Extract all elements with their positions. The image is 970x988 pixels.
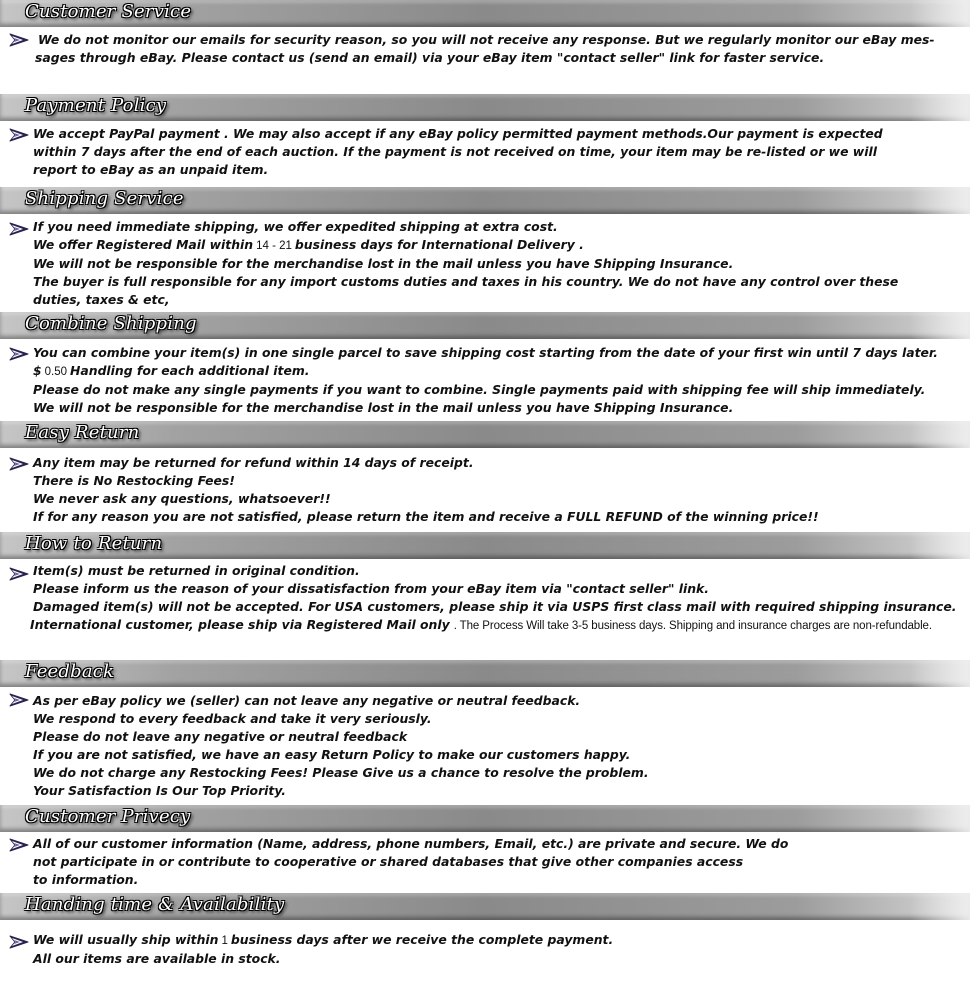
text-line: There is No Restocking Fees! [33, 473, 235, 488]
section-body [33, 125, 913, 179]
arrow-bullet-icon [9, 457, 29, 471]
text-line: We do not charge any Restocking Fees! Please Give us a chance to resolve the problem. [33, 765, 649, 780]
arrow-bullet-icon [9, 222, 29, 236]
text-line: not participate in or contribute to cooperative or shared databases that give other companies access [33, 854, 744, 869]
text-fragment: International customer, please ship via Registered Mail only [30, 617, 450, 632]
text-line: If for any reason you are not satisfied, please return the item and receive a FULL REFUND of the winning price!! [33, 509, 819, 524]
arrow-bullet-icon [9, 567, 29, 581]
return-process-note: . The Process Will take 3-5 business days. Shipping and insurance charges are non-refundable. [453, 620, 932, 632]
arrow-bullet-icon [9, 347, 29, 361]
section-body [30, 562, 957, 635]
text-line: Damaged item(s) will not be accepted. For USA customers, please ship it via USPS first class mail with required shipping insurance. [33, 599, 957, 614]
text-line: We will not be responsible for the merchandise lost in the mail unless you have Shipping Insurance. [33, 400, 734, 415]
text-line: All our items are available in stock. [33, 951, 281, 966]
section-heading: Customer Service [25, 1, 192, 22]
text-fragment: Handling for each additional item. [70, 363, 310, 378]
text-fragment: business days for International Delivery . [294, 237, 584, 252]
text-line: We will not be responsible for the merchandise lost in the mail unless you have Shipping Insurance. [33, 256, 734, 271]
section-heading: Easy Return [25, 422, 140, 443]
arrow-bullet-icon [9, 838, 29, 852]
text-line: Item(s) must be returned in original condition. [33, 563, 360, 578]
arrow-bullet-icon [9, 128, 29, 142]
section-heading: Payment Policy [25, 95, 167, 116]
text-line: to information. [33, 872, 139, 887]
section-body [33, 218, 923, 309]
section-header-bar [0, 660, 970, 687]
text-line: We respond to every feedback and take it very seriously. [33, 711, 432, 726]
handling-fee-value: 0.50 [44, 366, 68, 378]
section-body [33, 931, 934, 968]
text-line: sages through eBay. Please contact us (send an email) via your eBay item "contact seller" link for faster service. [35, 50, 825, 65]
text-line: Please do not make any single payments if you want to combine. Single payments paid with shipping fee will ship immediately. [33, 382, 926, 397]
text-paragraph: We accept PayPal payment . We may also accept if any eBay policy permitted payment methods.Our payment is expected within 7 days after the end of each auction. If the payment is not received on time, your item may be re-listed or we will report to eBay as an unpaid item. [33, 126, 883, 177]
arrow-bullet-icon [9, 693, 29, 707]
text-line [33, 236, 923, 255]
text-line: Any item may be returned for refund within 14 days of receipt. [33, 455, 474, 470]
text-line: Your Satisfaction Is Our Top Priority. [33, 783, 287, 798]
text-line: We never ask any questions, whatsoever!! [33, 491, 331, 506]
text-line: If you are not satisfied, we have an easy Return Policy to make our customers happy. [33, 747, 631, 762]
text-line: All of our customer information (Name, address, phone numbers, Email, etc.) are private and secure. We do [33, 836, 789, 851]
section-body [33, 454, 934, 526]
section-heading: Combine Shipping [25, 313, 197, 334]
text-line: Please do not leave any negative or neutral feedback [33, 729, 408, 744]
section-heading: Customer Privecy [25, 806, 191, 827]
section-body [33, 835, 934, 889]
section-heading: How to Return [25, 533, 163, 554]
section-body [35, 31, 935, 67]
text-fragment: business days after we receive the complete payment. [230, 932, 614, 947]
section-heading: Feedback [25, 661, 115, 682]
section-body [33, 344, 938, 417]
section-heading: Shipping Service [25, 188, 184, 209]
handling-days-value: 1 [221, 935, 228, 947]
text-line [33, 362, 934, 381]
text-line: You can combine your item(s) in one single parcel to save shipping cost starting from the date of your first win until 7 days later. [33, 345, 938, 360]
text-line [33, 931, 934, 950]
text-fragment: We offer Registered Mail within [33, 237, 254, 252]
text-line: If you need immediate shipping, we offer expedited shipping at extra cost. [33, 219, 558, 234]
section-body [33, 692, 934, 800]
delivery-days-value: 14 - 21 [256, 240, 292, 252]
section-header-bar [0, 421, 970, 448]
text-line: We do not monitor our emails for security reason, so you will not receive any response. But we regularly monitor our eBay mes- [38, 32, 935, 47]
currency-symbol: $ [33, 363, 42, 378]
text-line: The buyer is full responsible for any import customs duties and taxes in his country. We do not have any control over these duties, taxes & etc, [33, 274, 899, 307]
text-line [30, 616, 934, 635]
text-line: As per eBay policy we (seller) can not leave any negative or neutral feedback. [33, 693, 581, 708]
text-fragment: We will usually ship within [33, 932, 219, 947]
arrow-bullet-icon [9, 935, 29, 949]
arrow-bullet-icon [9, 33, 29, 47]
section-heading: Handing time & Availability [25, 894, 285, 915]
text-line: Please inform us the reason of your dissatisfaction from your eBay item via "contact seller" link. [33, 581, 710, 596]
